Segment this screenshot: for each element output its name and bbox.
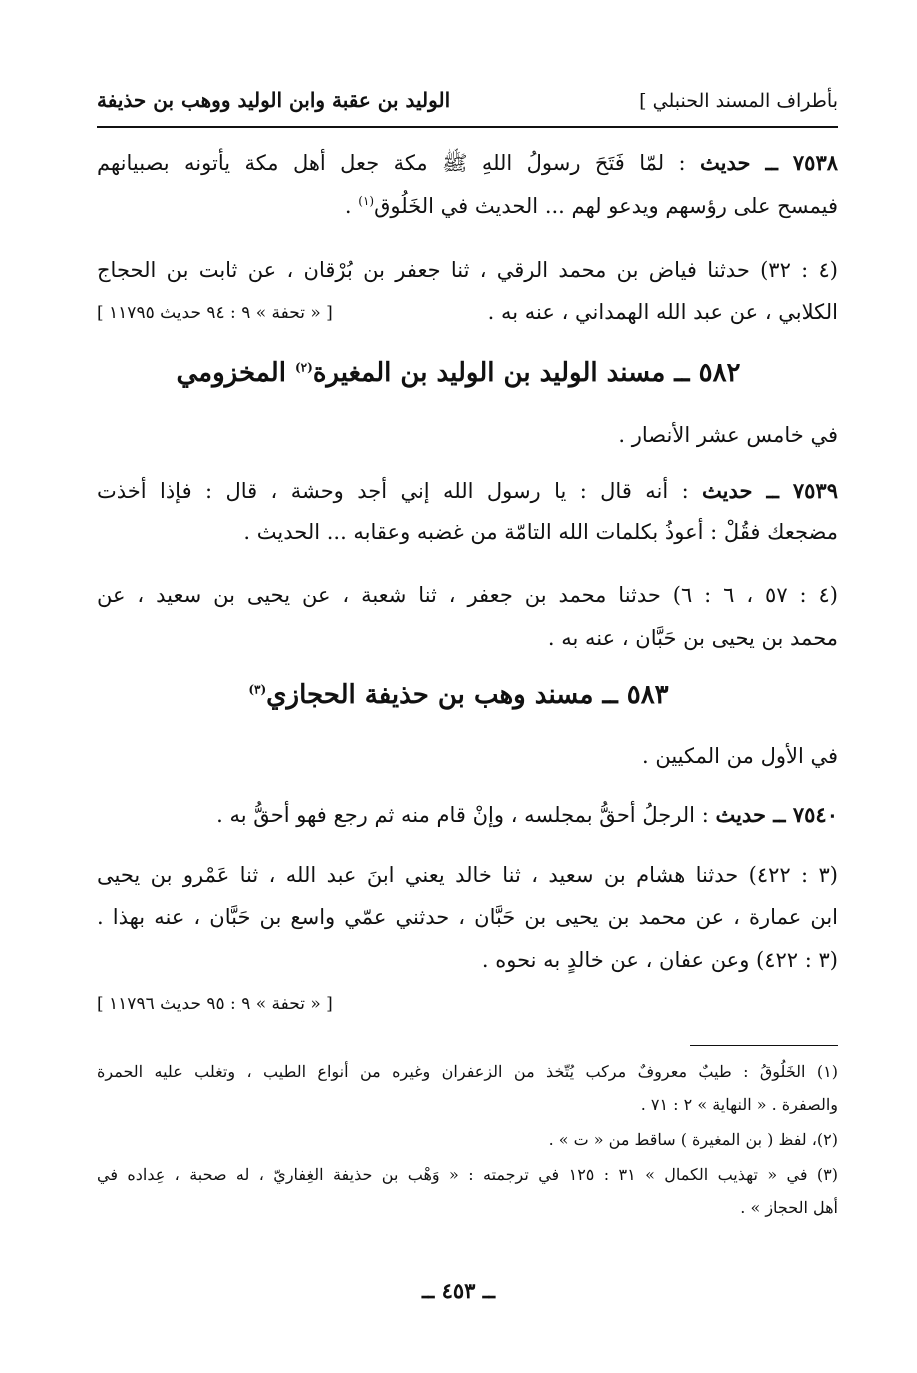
hadith-7538-text1: : لمّا فَتَحَ رسولُ اللهِ ﷺ مكة جعل أهل مكة يأتونه بصبيانهم: [97, 151, 686, 175]
hadith-7539-number: ٧٥٣٩ ــ حديث: [702, 478, 838, 503]
header-rule: [97, 126, 838, 128]
footnote-1-line1: (١) الخَلُوقُ : طيبٌ معروفٌ مركب يُتّخذ من الزعفران وغيره من أنواع الطيب ، وتغلب عليه الحمرة: [97, 1062, 838, 1081]
footnote-2: (٢)، لفظ ( بن المغيرة ) ساقط من « ت » .: [548, 1130, 838, 1149]
hadith-7538-tuhfa-ref: [ « تحفة » ٩ : ٩٤ حديث ١١٧٩٥ ]: [97, 303, 333, 323]
footnote-3-line1: (٣) في « تهذيب الكمال » ٣١ : ١٢٥ في ترجمته : « وَهْب بن حذيفة الغِفاريّ ، له صحبة ، عِداده في: [97, 1165, 839, 1184]
musnad-583-heading: [0, 680, 917, 710]
musnad-582-title-end: المخزومي: [176, 358, 295, 388]
hadith-7538-text2-end: .: [344, 194, 359, 218]
hadith-7539-line2: مضجعك فقُلْ : أعوذُ بكلمات الله التامّة من غضبه وعقابه ... الحديث .: [243, 520, 838, 544]
hadith-7540-isnad1: (٣ : ٤٢٢) حدثنا هشام بن سعيد ، ثنا خالد يعني ابنَ عبد الله ، ثنا عَمْرو بن يحيى: [97, 863, 838, 887]
footnote-ref-3: (٣): [248, 682, 267, 697]
hadith-7539-isnad2: محمد بن يحيى بن حَبَّان ، عنه به .: [547, 626, 838, 650]
hadith-7538-text2: فيمسح على رؤسهم ويدعو لهم ... الحديث في الخَلُوق: [374, 194, 838, 218]
musnad-582-location: في خامس عشر الأنصار .: [618, 423, 838, 447]
hadith-7539-isnad1: (٤ : ٥٧ ، ٦ : ٦) حدثنا محمد بن جعفر ، ثنا شعبة ، عن يحيى بن سعيد ، عن: [97, 583, 838, 607]
hadith-7540-tuhfa-ref: [ « تحفة » ٩ : ٩٥ حديث ١١٧٩٦ ]: [97, 994, 333, 1014]
footnote-1-line2: والصفرة . « النهاية » ٢ : ٧١ .: [640, 1095, 838, 1114]
footnote-separator: [690, 1045, 838, 1046]
hadith-7539-line1: [97, 478, 838, 503]
musnad-583-location: في الأول من المكيين .: [642, 744, 838, 768]
hadith-7540-line1: [216, 802, 838, 827]
musnad-582-heading: [0, 358, 917, 388]
hadith-7540-isnad3: (٣ : ٤٢٢) وعن عفان ، عن خالدٍ به نحوه .: [481, 948, 838, 972]
footnote-ref-2: (٢): [294, 360, 313, 375]
musnad-582-title: ٥٨٢ ــ مسند الوليد بن الوليد بن المغيرة: [312, 358, 741, 388]
hadith-7538-isnad2: الكلابي ، عن عبد الله الهمداني ، عنه به .: [487, 300, 838, 324]
running-header-book-title: بأطراف المسند الحنبلي ]: [639, 90, 838, 112]
footnote-3-line2: أهل الحجاز » .: [740, 1198, 838, 1217]
page-number: ــ ٤٥٣ ــ: [421, 1278, 496, 1303]
hadith-7538-number: ٧٥٣٨ ــ حديث: [700, 150, 839, 175]
hadith-7540-text1: : الرجلُ أحقُّ بمجلسه ، وإنْ قام منه ثم رجع فهو أحقُّ به .: [216, 803, 709, 827]
musnad-583-title: ٥٨٣ ــ مسند وهب بن حذيفة الحجازي: [266, 680, 669, 710]
hadith-7538-isnad1: (٤ : ٣٢) حدثنا فياض بن محمد الرقي ، ثنا جعفر بن بُرْقان ، عن ثابت بن الحجاج: [97, 258, 838, 282]
running-header-section-title: الوليد بن عقبة وابن الوليد ووهب بن حذيفة: [97, 88, 451, 112]
hadith-7540-isnad2: ابن عمارة ، عن محمد بن يحيى بن حَبَّان ، حدثني عمّي واسع بن حَبَّان ، عنه بهذا .: [97, 905, 838, 929]
hadith-7540-number: ٧٥٤٠ ــ حديث: [715, 802, 838, 827]
hadith-7538-line1: [97, 150, 838, 181]
hadith-7539-text1: : أنه قال : يا رسول الله إني أجد وحشة ، قال : فإذا أخذت: [97, 479, 689, 503]
hadith-7538-line2: [345, 194, 838, 218]
footnote-ref-1: (١): [358, 194, 375, 208]
